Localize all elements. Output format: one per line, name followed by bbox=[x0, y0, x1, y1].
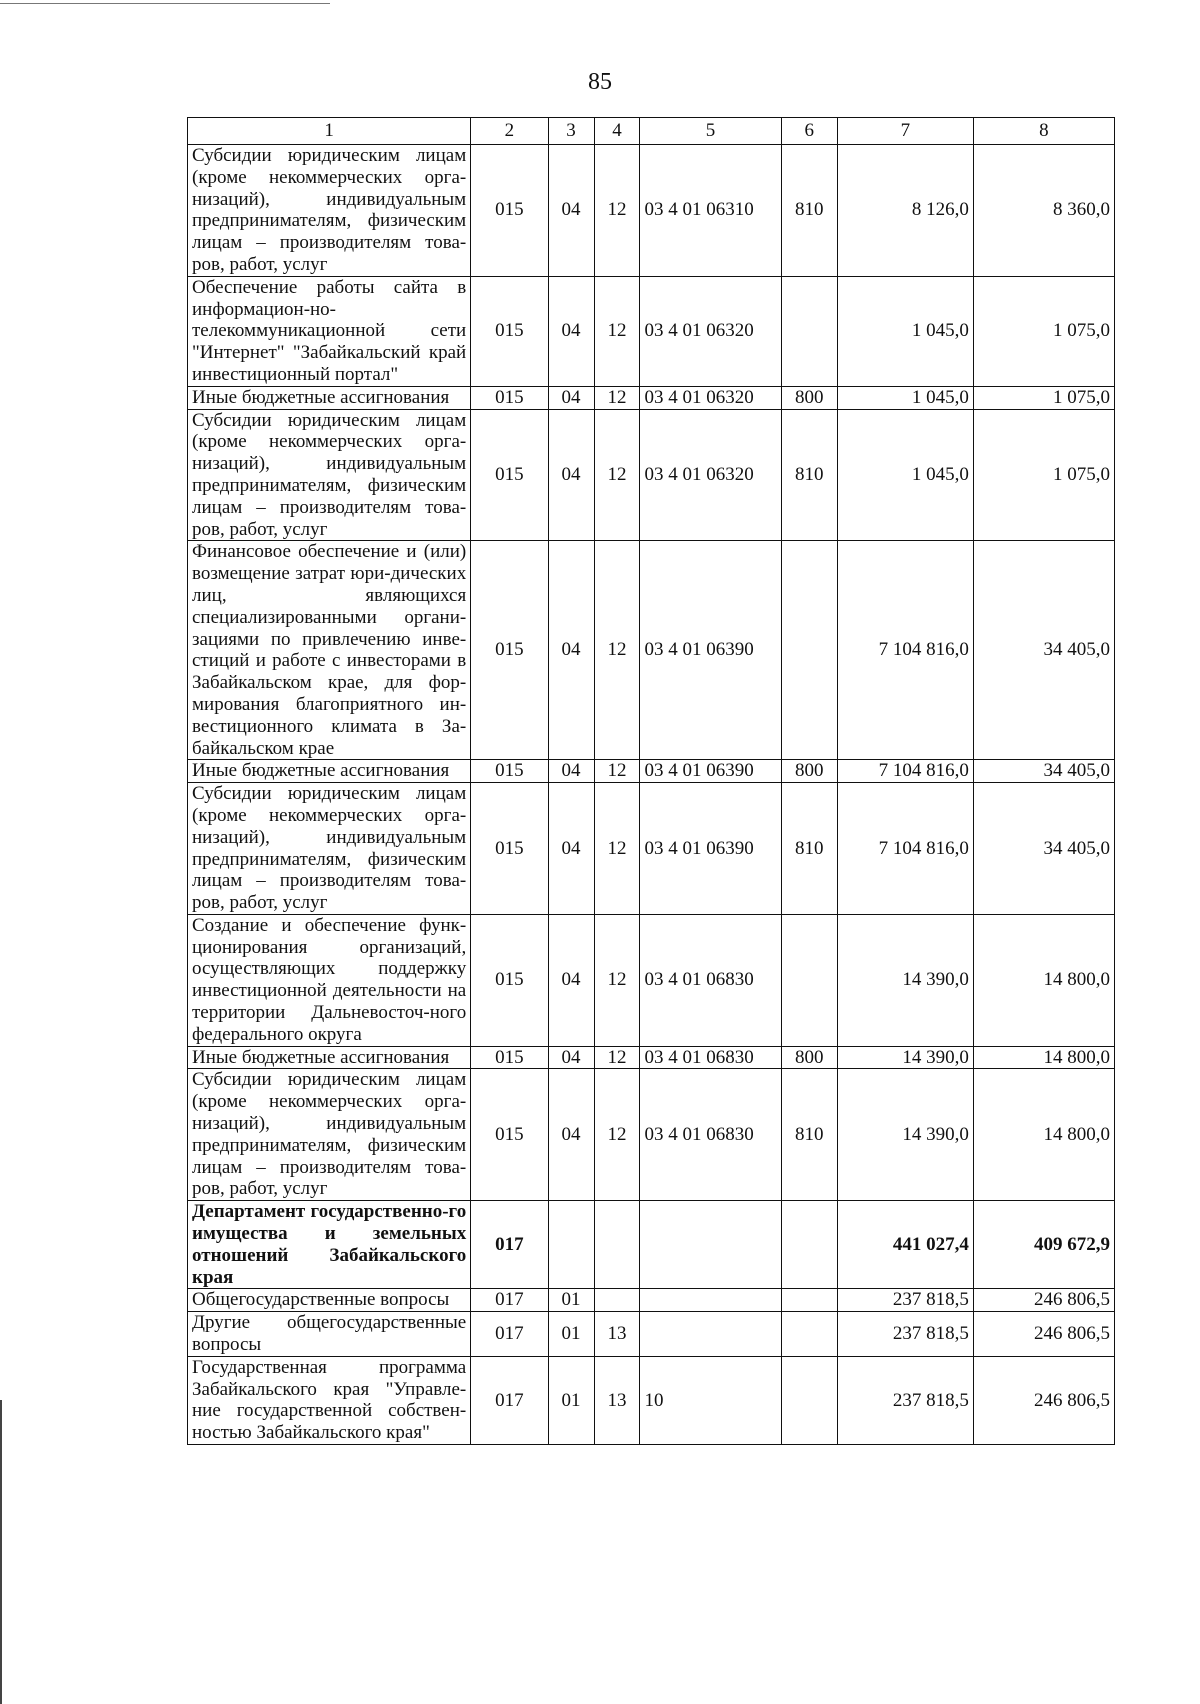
section-code-cell: 01 bbox=[548, 1289, 594, 1312]
subsection-code-cell: 12 bbox=[594, 386, 640, 409]
amount-year1-cell: 1 045,0 bbox=[837, 276, 973, 386]
budget-table bbox=[187, 117, 1115, 1445]
table-row bbox=[188, 409, 1115, 541]
subsection-code-cell: 12 bbox=[594, 145, 640, 277]
item-name-cell: Общегосударственные вопросы bbox=[188, 1289, 471, 1312]
table-row bbox=[188, 1312, 1115, 1357]
expense-type-cell bbox=[781, 1289, 837, 1312]
subsection-code-cell: 12 bbox=[594, 914, 640, 1046]
item-name-cell: Субсидии юридическим лицам (кроме некоммерческих орга-низаций), индивидуальным предпринимателям, физическим лицам – производителям това-ров, работ, услуг bbox=[188, 783, 471, 915]
section-code-cell: 04 bbox=[548, 409, 594, 541]
item-name-cell: Субсидии юридическим лицам (кроме некоммерческих орга-низаций), индивидуальным предпринимателям, физическим лицам – производителям това-ров, работ, услуг bbox=[188, 409, 471, 541]
item-name-cell: Создание и обеспечение функ-ционирования организаций, осуществляющих поддержку инвестиционной деятельности на территории Дальневосточ-ного федерального округа bbox=[188, 914, 471, 1046]
section-code-cell: 04 bbox=[548, 541, 594, 760]
ministry-code-cell: 017 bbox=[471, 1289, 548, 1312]
table-row bbox=[188, 541, 1115, 760]
amount-year2-cell: 246 806,5 bbox=[973, 1289, 1114, 1312]
item-name-cell: Иные бюджетные ассигнования bbox=[188, 760, 471, 783]
subsection-code-cell: 12 bbox=[594, 783, 640, 915]
table-row bbox=[188, 1289, 1115, 1312]
item-name-cell: Департамент государственно-го имущества и земельных отношений Забайкальского края bbox=[188, 1201, 471, 1289]
expense-type-cell bbox=[781, 914, 837, 1046]
table-row bbox=[188, 783, 1115, 915]
page-number: 85 bbox=[588, 69, 612, 95]
table-row bbox=[188, 276, 1115, 386]
ministry-code-cell: 015 bbox=[471, 386, 548, 409]
amount-year1-cell: 1 045,0 bbox=[837, 409, 973, 541]
amount-year1-cell: 237 818,5 bbox=[837, 1289, 973, 1312]
target-article-cell: 03 4 01 06320 bbox=[640, 386, 781, 409]
amount-year2-cell: 34 405,0 bbox=[973, 541, 1114, 760]
amount-year1-cell: 1 045,0 bbox=[837, 386, 973, 409]
subsection-code-cell: 13 bbox=[594, 1312, 640, 1357]
item-name-cell: Иные бюджетные ассигнования bbox=[188, 386, 471, 409]
item-name-cell: Другие общегосударственные вопросы bbox=[188, 1312, 471, 1357]
column-header: 5 bbox=[640, 118, 781, 145]
ministry-code-cell: 015 bbox=[471, 409, 548, 541]
item-name-cell: Иные бюджетные ассигнования bbox=[188, 1046, 471, 1069]
item-name-cell: Государственная программа Забайкальского края "Управле-ние государственной собствен-ностью Забайкальского края" bbox=[188, 1356, 471, 1444]
subsection-code-cell: 12 bbox=[594, 760, 640, 783]
target-article-cell: 03 4 01 06390 bbox=[640, 760, 781, 783]
ministry-code-cell: 017 bbox=[471, 1201, 548, 1289]
amount-year2-cell: 1 075,0 bbox=[973, 386, 1114, 409]
target-article-cell: 03 4 01 06320 bbox=[640, 276, 781, 386]
table-row bbox=[188, 1356, 1115, 1444]
target-article-cell bbox=[640, 1201, 781, 1289]
section-code-cell: 04 bbox=[548, 760, 594, 783]
subsection-code-cell: 13 bbox=[594, 1356, 640, 1444]
amount-year2-cell: 14 800,0 bbox=[973, 1046, 1114, 1069]
section-code-cell: 04 bbox=[548, 1046, 594, 1069]
item-name-cell: Субсидии юридическим лицам (кроме некоммерческих орга-низаций), индивидуальным предпринимателям, физическим лицам – производителям това-ров, работ, услуг bbox=[188, 145, 471, 277]
section-code-cell: 04 bbox=[548, 1069, 594, 1201]
amount-year1-cell: 7 104 816,0 bbox=[837, 783, 973, 915]
amount-year1-cell: 237 818,5 bbox=[837, 1312, 973, 1357]
expense-type-cell: 810 bbox=[781, 409, 837, 541]
column-header: 4 bbox=[594, 118, 640, 145]
table-row bbox=[188, 1201, 1115, 1289]
amount-year2-cell: 14 800,0 bbox=[973, 1069, 1114, 1201]
section-code-cell: 04 bbox=[548, 386, 594, 409]
subsection-code-cell: 12 bbox=[594, 409, 640, 541]
expense-type-cell: 800 bbox=[781, 1046, 837, 1069]
expense-type-cell bbox=[781, 1312, 837, 1357]
amount-year2-cell: 1 075,0 bbox=[973, 276, 1114, 386]
section-code-cell bbox=[548, 1201, 594, 1289]
amount-year2-cell: 14 800,0 bbox=[973, 914, 1114, 1046]
amount-year1-cell: 237 818,5 bbox=[837, 1356, 973, 1444]
table-row bbox=[188, 914, 1115, 1046]
amount-year1-cell: 8 126,0 bbox=[837, 145, 973, 277]
section-code-cell: 04 bbox=[548, 145, 594, 277]
section-code-cell: 04 bbox=[548, 783, 594, 915]
subsection-code-cell: 12 bbox=[594, 1069, 640, 1201]
amount-year2-cell: 34 405,0 bbox=[973, 760, 1114, 783]
subsection-code-cell: 12 bbox=[594, 276, 640, 386]
table-row bbox=[188, 760, 1115, 783]
target-article-cell: 03 4 01 06390 bbox=[640, 541, 781, 760]
subsection-code-cell bbox=[594, 1289, 640, 1312]
amount-year2-cell: 409 672,9 bbox=[973, 1201, 1114, 1289]
section-code-cell: 01 bbox=[548, 1356, 594, 1444]
table-body bbox=[188, 145, 1115, 1445]
target-article-cell: 03 4 01 06310 bbox=[640, 145, 781, 277]
scan-edge-line bbox=[0, 3, 330, 4]
ministry-code-cell: 015 bbox=[471, 1069, 548, 1201]
expense-type-cell bbox=[781, 1356, 837, 1444]
table-row bbox=[188, 1069, 1115, 1201]
item-name-cell: Обеспечение работы сайта в информацион-но-телекоммуникационной сети "Интернет" "Забайкальский край инвестиционный портал" bbox=[188, 276, 471, 386]
ministry-code-cell: 017 bbox=[471, 1312, 548, 1357]
column-header: 1 bbox=[188, 118, 471, 145]
amount-year2-cell: 1 075,0 bbox=[973, 409, 1114, 541]
ministry-code-cell: 015 bbox=[471, 541, 548, 760]
target-article-cell bbox=[640, 1312, 781, 1357]
amount-year2-cell: 34 405,0 bbox=[973, 783, 1114, 915]
target-article-cell: 03 4 01 06830 bbox=[640, 1069, 781, 1201]
table-row bbox=[188, 1046, 1115, 1069]
expense-type-cell: 810 bbox=[781, 145, 837, 277]
amount-year2-cell: 246 806,5 bbox=[973, 1356, 1114, 1444]
amount-year2-cell: 246 806,5 bbox=[973, 1312, 1114, 1357]
table-row bbox=[188, 145, 1115, 277]
ministry-code-cell: 015 bbox=[471, 783, 548, 915]
amount-year1-cell: 441 027,4 bbox=[837, 1201, 973, 1289]
section-code-cell: 01 bbox=[548, 1312, 594, 1357]
target-article-cell: 03 4 01 06830 bbox=[640, 914, 781, 1046]
amount-year2-cell: 8 360,0 bbox=[973, 145, 1114, 277]
ministry-code-cell: 015 bbox=[471, 1046, 548, 1069]
column-header: 2 bbox=[471, 118, 548, 145]
scan-edge-line bbox=[0, 1400, 2, 1704]
ministry-code-cell: 015 bbox=[471, 276, 548, 386]
target-article-cell bbox=[640, 1289, 781, 1312]
table-header-row bbox=[188, 118, 1115, 145]
table-row bbox=[188, 386, 1115, 409]
amount-year1-cell: 14 390,0 bbox=[837, 1069, 973, 1201]
target-article-cell: 03 4 01 06830 bbox=[640, 1046, 781, 1069]
target-article-cell: 03 4 01 06390 bbox=[640, 783, 781, 915]
expense-type-cell: 810 bbox=[781, 1069, 837, 1201]
subsection-code-cell: 12 bbox=[594, 1046, 640, 1069]
subsection-code-cell: 12 bbox=[594, 541, 640, 760]
section-code-cell: 04 bbox=[548, 276, 594, 386]
subsection-code-cell bbox=[594, 1201, 640, 1289]
section-code-cell: 04 bbox=[548, 914, 594, 1046]
expense-type-cell bbox=[781, 541, 837, 760]
amount-year1-cell: 14 390,0 bbox=[837, 1046, 973, 1069]
target-article-cell: 03 4 01 06320 bbox=[640, 409, 781, 541]
item-name-cell: Финансовое обеспечение и (или) возмещение затрат юри-дических лиц, являющихся специализированными органи-зациями по привлечению инве-стиций и работе с инвесторами в Забайкальском крае, для фор-мирования благоприятного ин-вестиционного климата в За-байкальском крае bbox=[188, 541, 471, 760]
column-header: 8 bbox=[973, 118, 1114, 145]
ministry-code-cell: 015 bbox=[471, 914, 548, 1046]
expense-type-cell: 800 bbox=[781, 760, 837, 783]
column-header: 7 bbox=[837, 118, 973, 145]
ministry-code-cell: 015 bbox=[471, 145, 548, 277]
column-header: 6 bbox=[781, 118, 837, 145]
column-header: 3 bbox=[548, 118, 594, 145]
expense-type-cell bbox=[781, 276, 837, 386]
amount-year1-cell: 7 104 816,0 bbox=[837, 760, 973, 783]
expense-type-cell: 800 bbox=[781, 386, 837, 409]
expense-type-cell: 810 bbox=[781, 783, 837, 915]
ministry-code-cell: 015 bbox=[471, 760, 548, 783]
expense-type-cell bbox=[781, 1201, 837, 1289]
amount-year1-cell: 14 390,0 bbox=[837, 914, 973, 1046]
target-article-cell: 10 bbox=[640, 1356, 781, 1444]
item-name-cell: Субсидии юридическим лицам (кроме некоммерческих орга-низаций), индивидуальным предпринимателям, физическим лицам – производителям това-ров, работ, услуг bbox=[188, 1069, 471, 1201]
amount-year1-cell: 7 104 816,0 bbox=[837, 541, 973, 760]
ministry-code-cell: 017 bbox=[471, 1356, 548, 1444]
